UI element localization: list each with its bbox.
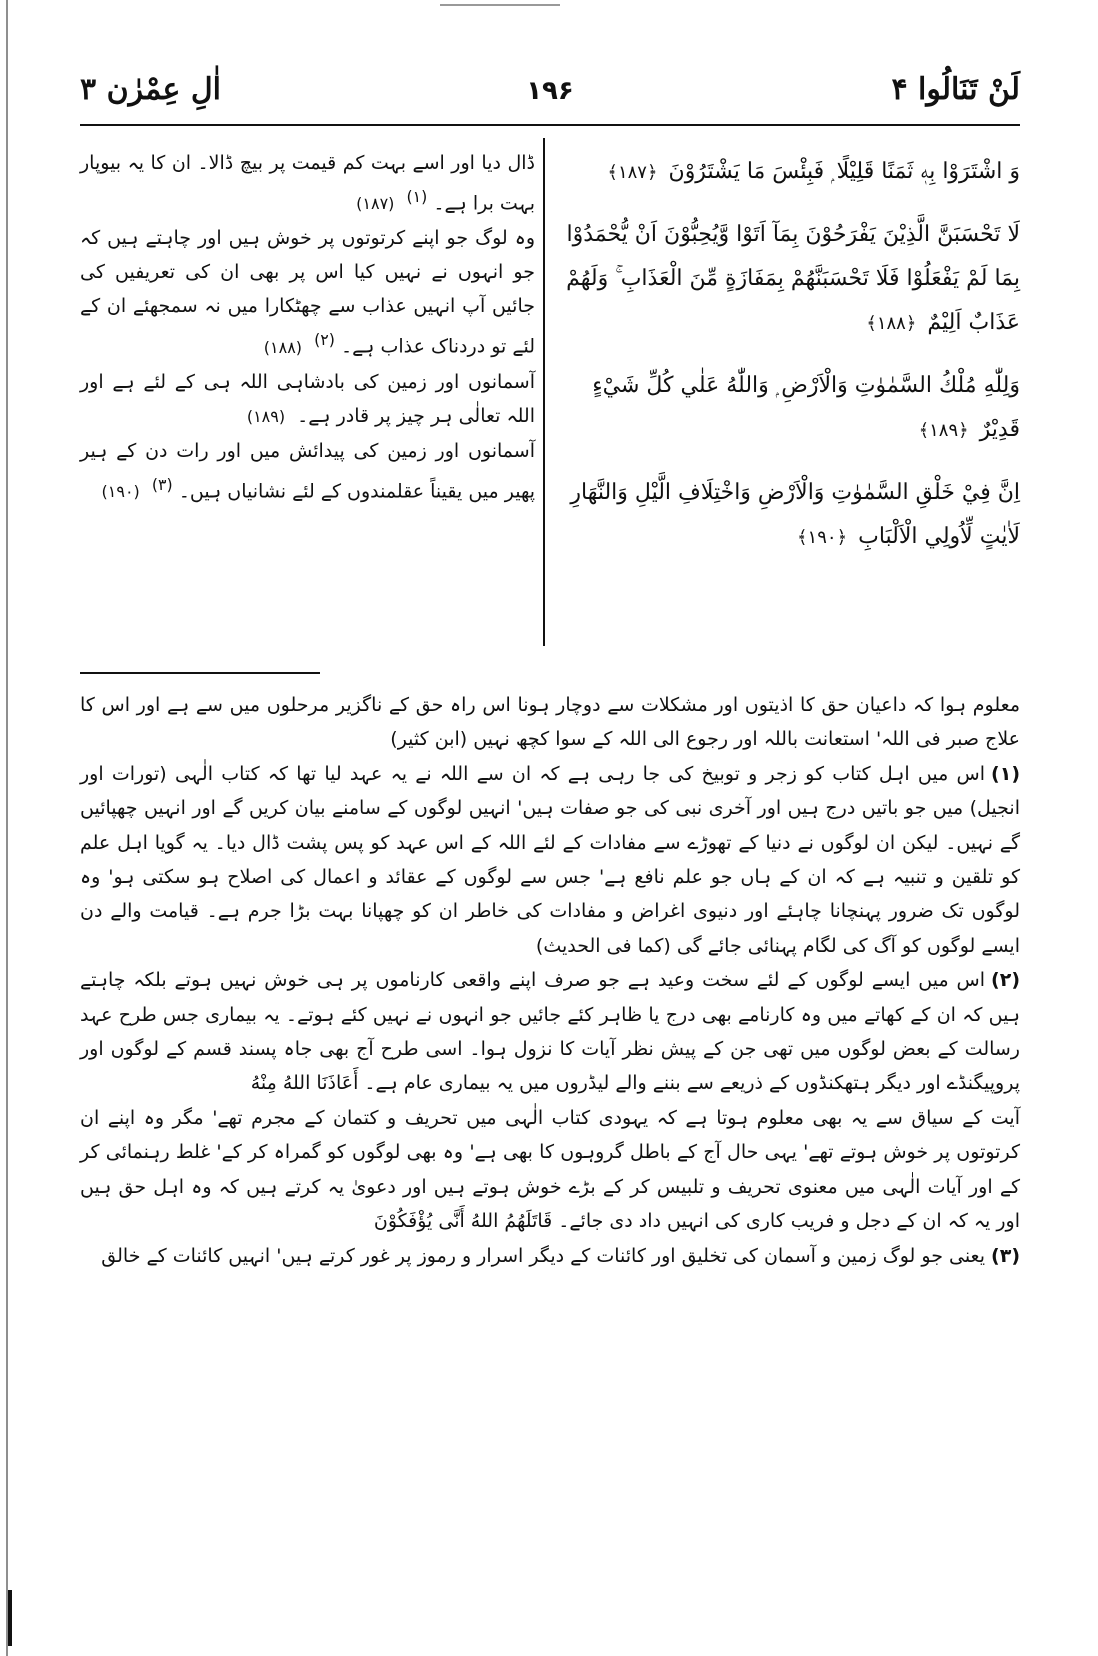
footnote-2 <box>80 963 1020 1101</box>
translation-190 <box>80 434 535 509</box>
page-number: ۱۹۶ <box>526 76 574 106</box>
footnote-ref: (٢) <box>314 330 335 350</box>
arabic-text: وَلِلّٰهِ مُلْكُ السَّمٰوٰتِ وَالْاَرْضِ ۭ وَاللّٰهُ عَلٰي كُلِّ شَيْءٍ قَدِيْرٌ <box>592 373 1020 442</box>
arabic-verse-187 <box>560 150 1020 195</box>
arabic-verse-190 <box>560 471 1020 560</box>
footnote-3 <box>80 1239 1020 1273</box>
translation-text: وہ لوگ جو اپنے کرتوتوں پر خوش ہیں اور چاہتے ہیں کہ جو انہوں نے نہیں کیا اس پر بھی ان کی تعریفیں کی جائیں آپ انہیں عذاب سے چھٹکارا میں نہ سمجھئے ان کے لئے تو دردناک عذاب ہے۔ <box>80 227 535 358</box>
footnote-rule <box>80 672 320 674</box>
footnote-text: اس میں ایسے لوگوں کے لئے سخت وعید ہے جو صرف اپنے واقعی کارناموں پر ہی خوش نہیں ہوتے بلکہ چاہتے ہیں کہ ان کے کھاتے میں وہ کارنامے بھی درج یا ظاہر کئے جائیں جو انہوں نے نہیں کئے ہوتے۔ یہ بیماری جس طرح عہد رسالت کے بعض لوگوں میں تھی جن کے پیش نظر آیات کا نزول ہوا۔ اسی طرح آج بھی جاہ پسند قسم کے لوگوں اور پروپیگنڈے اور دیگر ہتھکنڈوں کے ذریعے سے بننے والے لیڈروں میں یہ بیماری عام ہے۔ أَعَاذَنَا اللهُ مِنْهُ <box>80 969 1020 1095</box>
verse-end-mark: ﴿١٨٩﴾ <box>918 420 969 441</box>
translation-text: ڈال دیا اور اسے بہت کم قیمت پر بیچ ڈالا۔ ان کا یہ بیوپار بہت برا ہے۔ <box>80 152 535 215</box>
verse-end-mark: ﴿١٩٠﴾ <box>797 527 848 548</box>
intro-note: معلوم ہوا کہ داعیان حق کا اذیتوں اور مشکلات سے دوچار ہونا اس راہ حق کے ناگزیر مرحلوں میں سے ہے اور اس کا علاج صبر فی اللہ' استعانت باللہ اور رجوع الی اللہ کے سوا کچھ نہیں (ابن کثیر) <box>80 694 1020 751</box>
footnote-1 <box>80 757 1020 963</box>
translation-column <box>80 146 535 509</box>
footnote-number: (٢) <box>991 969 1020 992</box>
translation-text: آسمانوں اور زمین کی پیدائش میں اور رات دن کے ہیر پھیر میں یقیناً عقلمندوں کے لئے نشانیاں ہیں۔ <box>80 439 535 502</box>
surah-name: اٰلِ عِمْرٰن ۳ <box>80 72 221 107</box>
scan-edge-left <box>6 0 8 1656</box>
footnote-number: (٣) <box>991 1244 1020 1267</box>
footnote-text: آیت کے سیاق سے یہ بھی معلوم ہوتا ہے کہ یہودی کتاب الٰہی میں تحریف و کتمان کے مجرم تھے' مگر وہ اپنے ان کرتوتوں پر خوش ہوتے تھے' یہی حال آج کے باطل گروہوں کا بھی ہے' وہ بھی لوگوں کو گمراہ کر کے' غلط رہنمائی کر کے اور آیات الٰہی میں معنوی تحریف و تلبیس کر کے بڑے خوش ہوتے ہیں اور دعویٰ یہ کرتے ہیں کہ وہ اہل حق ہیں اور یہ کہ ان کے دجل و فریب کاری کی انہیں داد دی جائے۔ قَاتَلَهُمُ اللهُ أَنَّى يُؤْفَكُوْنَ <box>80 1106 1020 1233</box>
verse-end-mark: ﴿١٨٨﴾ <box>866 313 917 334</box>
verse-end-mark: ﴿١٨٧﴾ <box>607 162 658 183</box>
verse-number: (١٩٠) <box>101 481 140 501</box>
translation-187 <box>80 146 535 221</box>
footnote-2-continued <box>80 1101 1020 1239</box>
footnote-text: یعنی جو لوگ زمین و آسمان کی تخلیق اور کائنات کے دیگر اسرار و رموز پر غور کرتے ہیں' انہیں کائنات کے خالق <box>101 1244 986 1267</box>
translation-188 <box>80 221 535 364</box>
column-divider <box>543 138 545 646</box>
translation-text: آسمانوں اور زمین کی بادشاہی اللہ ہی کے لئے ہے اور اللہ تعالٰی ہر چیز پر قادر ہے۔ <box>80 370 535 427</box>
footnote-ref: (١) <box>406 187 428 206</box>
juz-name: لَنْ تَنَالُوا ۴ <box>891 72 1020 107</box>
arabic-verse-188 <box>560 213 1020 346</box>
translation-189 <box>80 365 535 434</box>
verse-number: (١٨٨) <box>263 337 303 357</box>
arabic-text: لَا تَحْسَبَنَّ الَّذِيْنَ يَفْرَحُوْنَ بِمَآ اَتَوْا وَّيُحِبُّوْنَ اَنْ يُّحْمَدُوْا بِمَا لَمْ يَفْعَلُوْا فَلَا تَحْسَبَنَّھُمْ بِمَفَازَةٍ مِّنَ الْعَذَابِ ۚ وَلَھُمْ عَذَابٌ اَلِيْمٌ <box>566 222 1020 335</box>
scan-edge-top <box>440 4 560 6</box>
arabic-verse-189 <box>560 364 1020 453</box>
arabic-column <box>560 150 1020 578</box>
footnote-ref: (٣) <box>151 474 173 494</box>
verse-number: (١٨٧) <box>356 194 395 214</box>
arabic-text: وَ اشْتَرَوْا بِهٖ ثَمَنًا قَلِيْلًا ۭ فَبِئْسَ مَا يَشْتَرُوْنَ <box>668 159 1020 184</box>
verse-number: (١٨٩) <box>246 406 286 426</box>
footnote-text: اس میں اہل کتاب کو زجر و توبیخ کی جا رہی ہے کہ ان سے اللہ نے یہ عہد لیا تھا کہ کتاب الٰہی (تورات اور انجیل) میں جو باتیں درج ہیں اور آخری نبی کی جو صفات ہیں' انہیں لوگوں کے سامنے بیان کریں گے اور انہیں چھپائیں گے نہیں۔ لیکن ان لوگوں نے دنیا کے تھوڑے سے مفادات کے لئے اللہ کے اس عہد کو پس پشت ڈال دیا۔ یہ گویا اہل علم کو تلقین و تنبیہ ہے کہ ان کے ہاں جو علم نافع ہے' جس سے لوگوں کے عقائد و اعمال کی اصلاح ہو سکتی ہو' وہ لوگوں تک ضرور پہنچانا چاہئے اور دنیوی اغراض و مفادات کی خاطر ان کو چھپانا بہت بڑا جرم ہے۔ قیامت والے دن ایسے لوگوں کو آگ کی لگام پہنائی جائے گی (کما فی الحدیث) <box>80 762 1020 957</box>
page-header <box>80 70 1020 120</box>
scan-edge-mark <box>8 1590 12 1646</box>
commentary-notes <box>80 688 1020 1273</box>
arabic-text: اِنَّ فِيْ خَلْقِ السَّمٰوٰتِ وَالْاَرْضِ وَاخْتِلَافِ الَّيْلِ وَالنَّھَارِ لَاٰيٰتٍ لِّاُولِي الْاَلْبَابِ <box>570 480 1020 549</box>
header-rule <box>80 124 1020 126</box>
footnote-number: (١) <box>991 762 1020 785</box>
